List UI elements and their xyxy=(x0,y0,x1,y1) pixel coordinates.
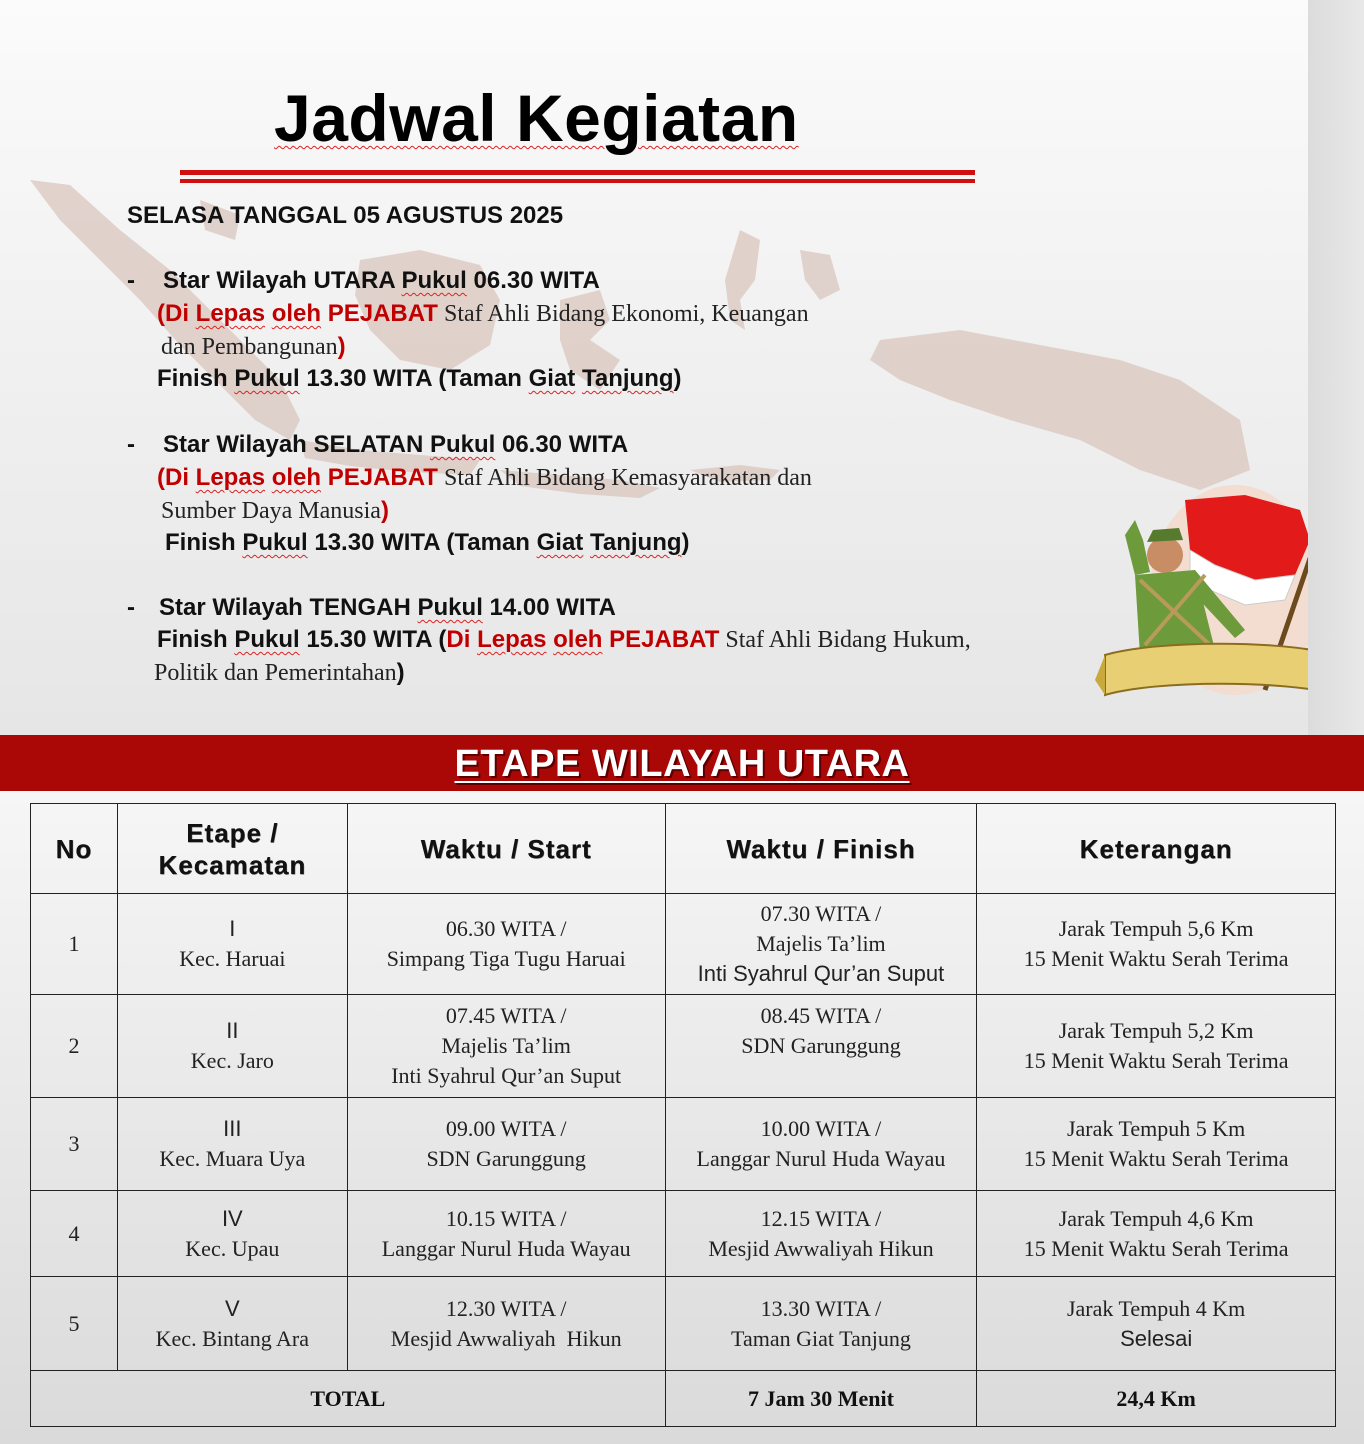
row-etape: III Kec. Muara Uya xyxy=(117,1098,347,1191)
tengah-finish-line: Finish Pukul 15.30 WITA (Di Lepas oleh PEJABAT Staf Ahli Bidang Hukum, xyxy=(157,626,971,653)
row-no: 1 xyxy=(31,894,118,995)
utara-finish-line: Finish Pukul 13.30 WITA (Taman Giat Tanjung) xyxy=(157,365,682,392)
selatan-official-line: Sumber Daya Manusia) xyxy=(161,497,389,524)
header-start: Waktu / Start xyxy=(347,804,665,894)
table-row xyxy=(31,894,1336,995)
row-start: 06.30 WITA / Simpang Tiga Tugu Haruai xyxy=(347,894,665,995)
header-finish: Waktu / Finish xyxy=(665,804,977,894)
selatan-finish-line: Finish Pukul 13.30 WITA (Taman Giat Tanjung) xyxy=(165,529,690,556)
row-no: 4 xyxy=(31,1191,118,1277)
etape-table-area xyxy=(0,791,1364,1444)
bullet-dash: - xyxy=(127,431,135,458)
utara-release-line: (Di Lepas oleh PEJABAT Staf Ahli Bidang Ekonomi, Keuangan xyxy=(157,300,809,327)
row-keterangan: Jarak Tempuh 5,6 Km 15 Menit Waktu Serah Terima xyxy=(977,894,1336,995)
row-no: 3 xyxy=(31,1098,118,1191)
row-etape: IV Kec. Upau xyxy=(117,1191,347,1277)
total-time: 7 Jam 30 Menit xyxy=(665,1371,977,1427)
selatan-release-line: (Di Lepas oleh PEJABAT Staf Ahli Bidang Kemasyarakatan dan xyxy=(157,464,812,491)
row-finish: 12.15 WITA / Mesjid Awwaliyah Hikun xyxy=(665,1191,977,1277)
tengah-official-line: Politik dan Pemerintahan) xyxy=(154,659,405,686)
total-label: TOTAL xyxy=(31,1371,666,1427)
table-header-row xyxy=(31,804,1336,894)
header-no: No xyxy=(31,804,118,894)
etape-table xyxy=(30,803,1336,1427)
table-row xyxy=(31,995,1336,1098)
header-keterangan: Keterangan xyxy=(977,804,1336,894)
hero-flag-illustration-icon xyxy=(1095,480,1308,735)
header-etape: Etape / Kecamatan xyxy=(117,804,347,894)
row-start: 09.00 WITA / SDN Garunggung xyxy=(347,1098,665,1191)
title-rule-bottom xyxy=(180,179,975,183)
row-keterangan: Jarak Tempuh 5,2 Km 15 Menit Waktu Serah Terima xyxy=(977,995,1336,1098)
etape-title: ETAPE WILAYAH UTARA xyxy=(454,743,910,785)
bullet-dash: - xyxy=(127,267,135,294)
tengah-start-line: - Star Wilayah TENGAH Pukul 14.00 WITA xyxy=(127,594,616,621)
row-finish: 07.30 WITA / Majelis Ta’lim Inti Syahrul Qur’an Suput xyxy=(665,894,977,995)
table-row xyxy=(31,1191,1336,1277)
utara-start-line: - Star Wilayah UTARA Pukul 06.30 WITA xyxy=(127,267,600,294)
row-start: 12.30 WITA / Mesjid Awwaliyah Hikun xyxy=(347,1277,665,1371)
row-keterangan: Jarak Tempuh 5 Km 15 Menit Waktu Serah Terima xyxy=(977,1098,1336,1191)
row-finish: 13.30 WITA / Taman Giat Tanjung xyxy=(665,1277,977,1371)
utara-official-line: dan Pembangunan) xyxy=(161,333,346,360)
row-no: 2 xyxy=(31,995,118,1098)
bullet-dash: - xyxy=(127,594,135,621)
date-line: SELASA TANGGAL 05 AGUSTUS 2025 xyxy=(127,202,564,229)
table-row xyxy=(31,1277,1336,1371)
page-title: Jadwal Kegiatan xyxy=(274,81,799,155)
schedule-panel xyxy=(0,0,1308,735)
row-etape: I Kec. Haruai xyxy=(117,894,347,995)
row-no: 5 xyxy=(31,1277,118,1371)
total-distance: 24,4 Km xyxy=(977,1371,1336,1427)
total-row xyxy=(31,1371,1336,1427)
title-rule-top xyxy=(180,170,975,175)
selatan-start-line: - Star Wilayah SELATAN Pukul 06.30 WITA xyxy=(127,431,629,458)
table-row xyxy=(31,1098,1336,1191)
row-etape: II Kec. Jaro xyxy=(117,995,347,1098)
etape-banner xyxy=(0,735,1364,791)
row-start: 07.45 WITA / Majelis Ta’lim Inti Syahrul Qur’an Suput xyxy=(347,995,665,1098)
row-start: 10.15 WITA / Langgar Nurul Huda Wayau xyxy=(347,1191,665,1277)
right-edge-strip xyxy=(1308,0,1364,735)
row-keterangan: Jarak Tempuh 4,6 Km 15 Menit Waktu Serah Terima xyxy=(977,1191,1336,1277)
row-etape: V Kec. Bintang Ara xyxy=(117,1277,347,1371)
row-keterangan: Jarak Tempuh 4 Km Selesai xyxy=(977,1277,1336,1371)
row-finish: 08.45 WITA / SDN Garunggung xyxy=(665,995,977,1098)
row-finish: 10.00 WITA / Langgar Nurul Huda Wayau xyxy=(665,1098,977,1191)
